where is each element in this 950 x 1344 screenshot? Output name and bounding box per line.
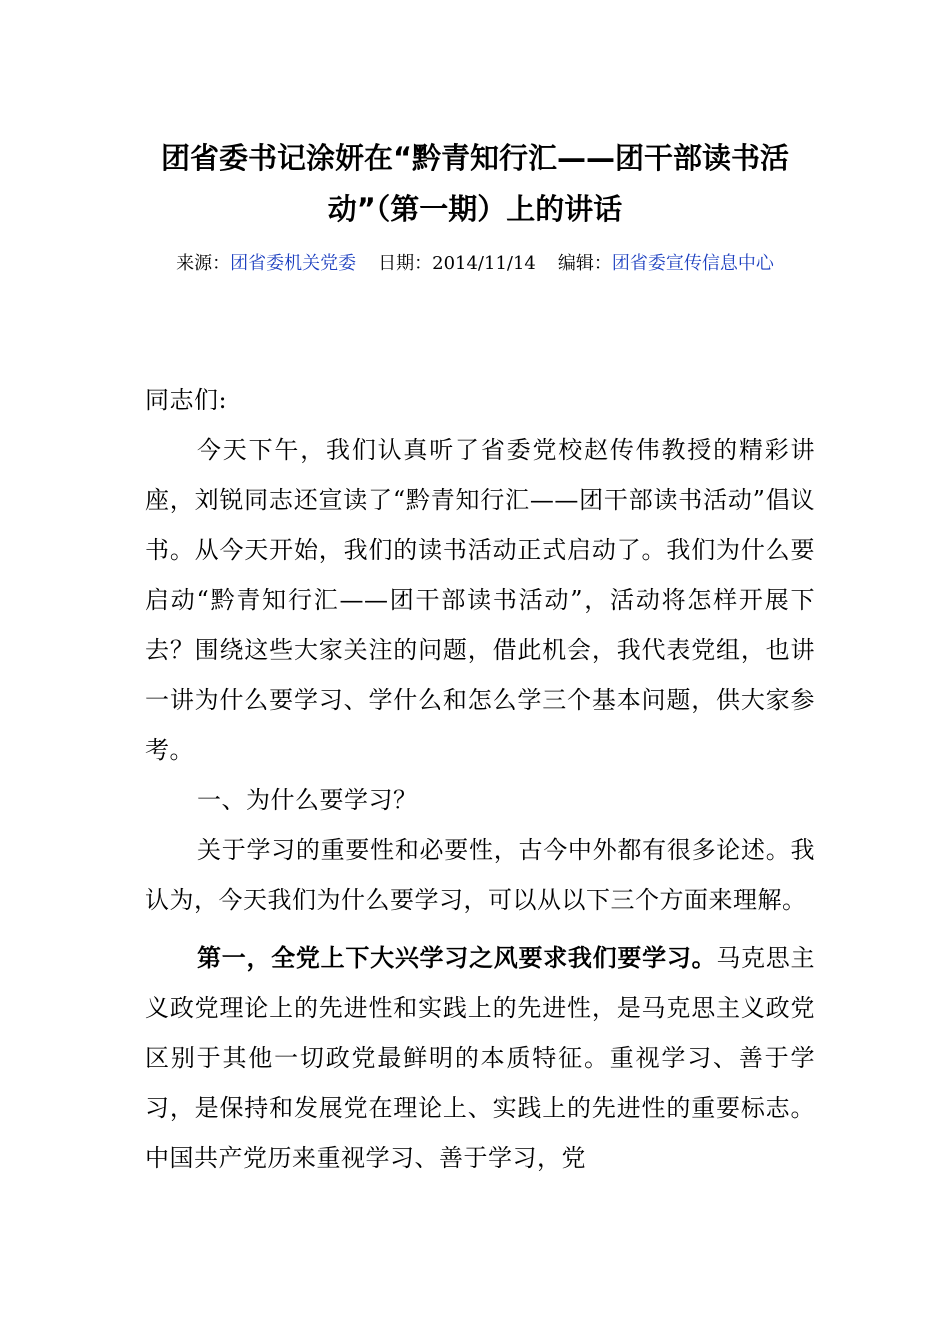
editor-label: 编辑： [557, 253, 612, 274]
paragraph-1: 今天下午，我们认真听了省委党校赵传伟教授的精彩讲座，刘锐同志还宣读了“黔青知行汇——团干部读书活动”倡议书。从今天开始，我们的读书活动正式启动了。我们为什么要启动“黔青知行汇——团干部读书活动”，活动将怎样开展下去？围绕这些大家关注的问题，借此机会，我代表党组，也讲一讲为什么要学习、学什么和怎么学三个基本问题，供大家参考。 [145, 436, 815, 764]
paragraph-3 [145, 933, 815, 1183]
source-link[interactable]: 团省委机关党委 [230, 253, 357, 274]
paragraph-3-body: 马克思主义政党理论上的先进性和实践上的先进性，是马克思主义政党区别于其他一切政党最鲜明的本质特征。重视学习、善于学习，是保持和发展党在理论上、实践上的先进性的重要标志。中国共产党历来重视学习、善于学习，党 [145, 944, 815, 1172]
date-label: 日期： [378, 253, 433, 274]
article-body [145, 375, 815, 1183]
date-value: 2014/11/14 [432, 253, 536, 274]
document-title [140, 133, 810, 235]
source-label: 来源： [176, 253, 231, 274]
article-meta [143, 252, 807, 276]
paragraph-2: 关于学习的重要性和必要性，古今中外都有很多论述。我认为，今天我们为什么要学习，可以从以下三个方面来理解。 [145, 836, 815, 914]
editor-link[interactable]: 团省委宣传信息中心 [611, 253, 774, 274]
salutation: 同志们: [145, 386, 228, 414]
title-line-1: 团省委书记涂妍在“黔青知行汇——团干部读书活 [160, 141, 790, 175]
title-line-2: 动”（第一期）上的讲话 [327, 192, 623, 226]
section-heading-1: 一、为什么要学习？ [197, 786, 418, 814]
paragraph-3-lead: 第一，全党上下大兴学习之风要求我们要学习。 [197, 944, 717, 972]
